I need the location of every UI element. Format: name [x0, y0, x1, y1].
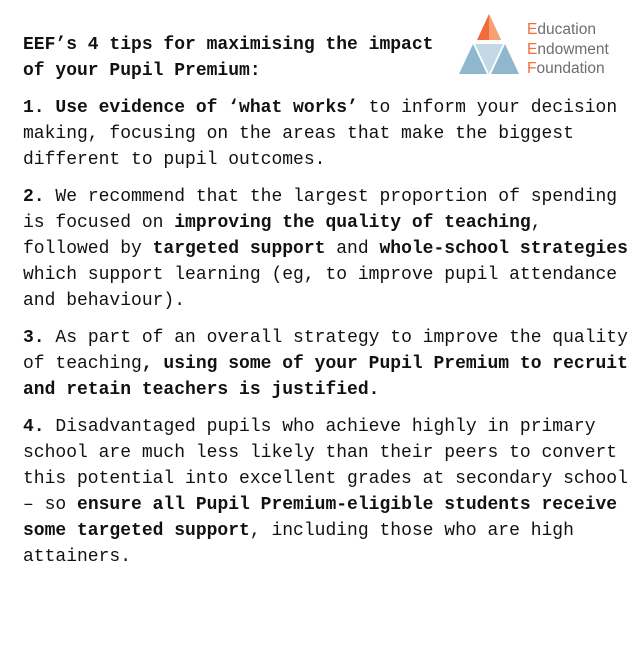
- tip-text: which support learning (eg, to improve pupil attendance and behaviour).: [23, 265, 618, 311]
- logo-line-2: Endowment: [527, 40, 609, 58]
- tip-emphasis: ensure all Pupil Premium-eligible students receive some targeted support: [23, 495, 618, 541]
- logo-line-1: Education: [527, 21, 596, 38]
- tips-list: [23, 95, 633, 570]
- tip-emphasis: improving the quality of teaching: [174, 213, 531, 233]
- tip-2: [23, 184, 633, 314]
- tip-text: , followed by: [23, 213, 542, 259]
- tip-text: to inform your decision making, focusing on the areas that make the biggest different to pupil outcomes.: [23, 98, 618, 170]
- tip-text: We recommend that the largest proportion of spending is focused on: [23, 187, 618, 233]
- tip-emphasis: targeted support: [152, 239, 326, 259]
- tip-4: [23, 414, 633, 570]
- tips-document: [23, 32, 633, 570]
- tip-number: 1.: [23, 98, 45, 118]
- tip-text: and: [325, 239, 380, 259]
- tip-emphasis: , using some of your Pupil Premium to recruit and retain teachers is justified.: [23, 354, 628, 400]
- logo-line-3: Foundation: [527, 60, 605, 77]
- tip-number: 2.: [23, 187, 45, 207]
- tip-3: [23, 325, 633, 403]
- tip-emphasis: whole-school strategies: [379, 239, 628, 259]
- tip-text: As part of an overall strategy to improve the quality of teaching: [23, 328, 628, 374]
- tip-number: 3.: [23, 328, 45, 348]
- page-title: EEF’s 4 tips for maximising the impact of your Pupil Premium:: [23, 35, 434, 81]
- tip-text: Disadvantaged pupils who achieve highly in primary school are much less likely than their peers to convert this potential into excellent grades at secondary school – so: [23, 417, 628, 515]
- tip-number: 4.: [23, 417, 45, 437]
- tip-1: [23, 95, 633, 173]
- tip-text: , including those who are high attainers.: [23, 521, 574, 567]
- tip-emphasis: Use evidence of ‘what works’: [55, 98, 358, 118]
